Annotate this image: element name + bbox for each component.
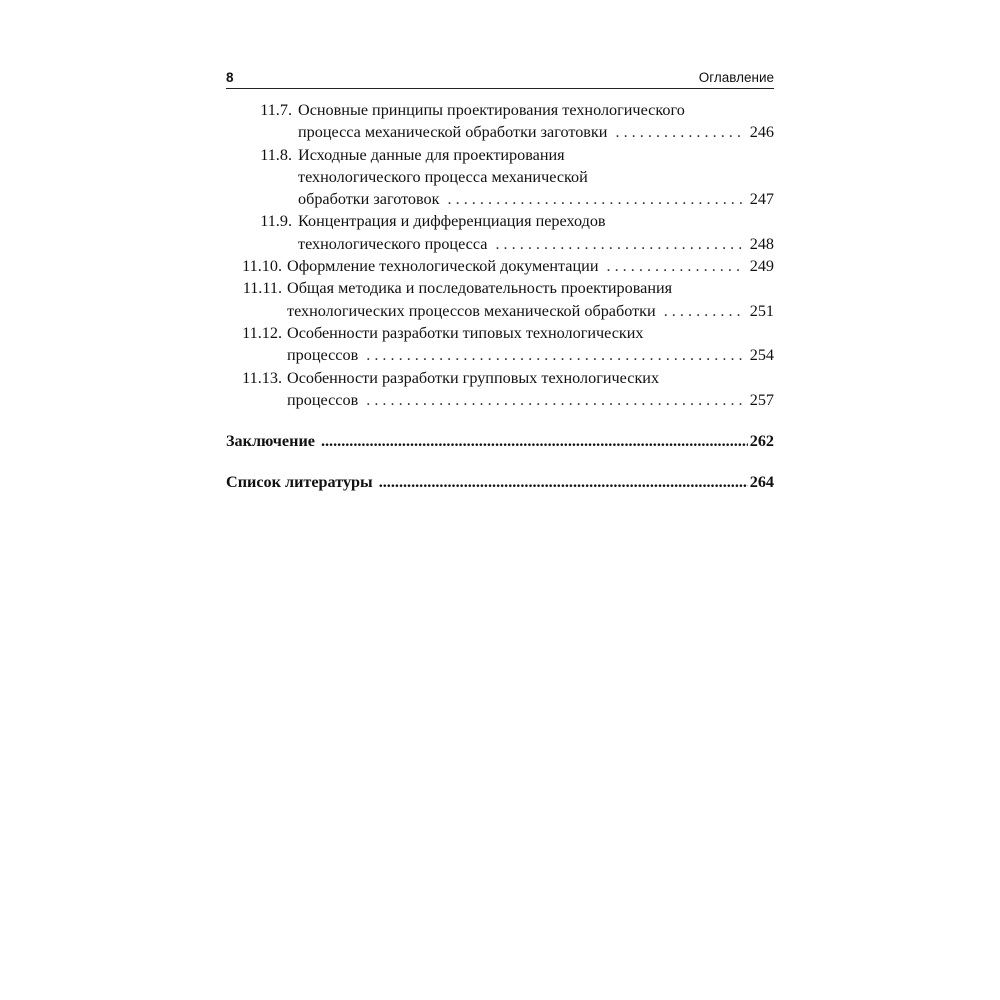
toc-entry-number: 11.10. — [242, 257, 282, 276]
toc-entry-title-line: процессов — [287, 346, 359, 365]
toc-entry-references — [226, 471, 774, 493]
toc-entry — [226, 277, 774, 322]
toc-entry — [226, 99, 774, 144]
toc-entry — [226, 210, 774, 255]
toc-entry-number: 11.11. — [242, 279, 282, 298]
toc-entry-title-line: Общая методика и последовательность проектирования — [287, 279, 673, 298]
toc-entry-title-line: технологических процессов механической обработки — [287, 301, 656, 320]
table-of-contents — [226, 99, 774, 493]
book-page — [226, 66, 774, 493]
toc-entry-page: 248 — [749, 234, 774, 253]
toc-entry-title-line: процессов — [287, 390, 359, 409]
toc-main-page: 262 — [749, 432, 774, 451]
toc-entry-title-line: Оформление технологической документации — [287, 257, 599, 276]
toc-entry-page: 246 — [749, 123, 774, 142]
dot-leader — [615, 121, 743, 143]
toc-entry — [226, 144, 774, 211]
toc-entry-page: 257 — [749, 390, 774, 409]
toc-entry-title-line: Особенности разработки типовых технологических — [287, 323, 644, 342]
page-number: 8 — [226, 70, 234, 85]
toc-entry-title-line: Особенности разработки групповых технологических — [287, 368, 660, 387]
toc-entry-number: 11.13. — [242, 368, 282, 387]
toc-entry-title-line: Концентрация и дифференциация переходов — [298, 212, 606, 231]
running-head-title: Оглавление — [698, 70, 774, 85]
toc-entry-number: 11.7. — [260, 101, 292, 119]
dot-leader — [366, 344, 744, 366]
dot-leader — [366, 389, 744, 411]
toc-entry-title-line: обработки заготовок — [298, 190, 440, 209]
toc-entry-number: 11.12. — [242, 323, 282, 342]
toc-main-page: 264 — [749, 473, 774, 492]
dot-leader — [321, 430, 748, 452]
dot-leader — [606, 255, 743, 277]
toc-entry — [226, 367, 774, 412]
toc-entry-title-line: Исходные данные для проектирования — [298, 145, 565, 164]
dot-leader — [664, 300, 744, 322]
toc-entry-page: 254 — [749, 346, 774, 365]
toc-entry-conclusion — [226, 430, 774, 452]
toc-entry-title-line: технологического процесса механической — [298, 167, 588, 186]
toc-entry-number: 11.8. — [260, 145, 292, 164]
toc-entry-page: 251 — [749, 301, 774, 320]
dot-leader — [379, 471, 748, 493]
toc-main-title: Заключение — [226, 432, 315, 451]
toc-entry-number: 11.9. — [260, 212, 292, 231]
dot-leader — [448, 188, 744, 210]
toc-entry — [226, 255, 774, 277]
toc-entry-page: 249 — [749, 257, 774, 276]
toc-entry-title-line: Основные принципы проектирования технологического — [298, 101, 685, 119]
running-header — [226, 66, 774, 89]
toc-entry-title-line: технологического процесса — [298, 234, 488, 253]
toc-main-title: Список литературы — [226, 473, 373, 492]
toc-entry-title-line: процесса механической обработки заготовки — [298, 123, 608, 142]
toc-entry — [226, 322, 774, 367]
toc-entry-page: 247 — [749, 190, 774, 209]
dot-leader — [495, 233, 743, 255]
